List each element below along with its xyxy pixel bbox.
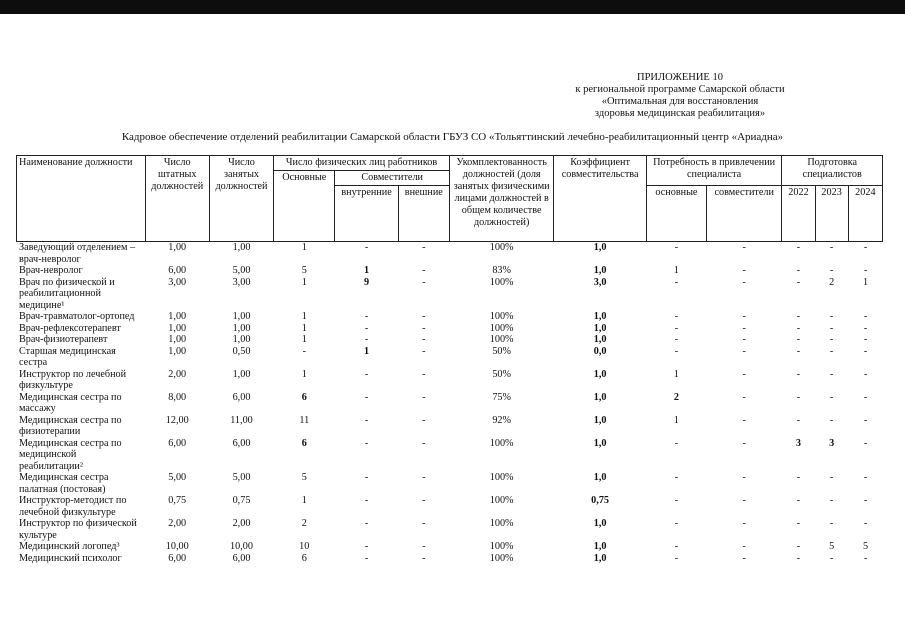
cell-occ: 11,00 bbox=[230, 414, 253, 426]
cell-occ: 10,00 bbox=[230, 541, 253, 552]
header-year-2022: 2022 bbox=[782, 186, 815, 242]
cell-y24: - bbox=[863, 437, 868, 449]
cell-coef: 1,0 bbox=[593, 322, 607, 334]
cell-nc: - bbox=[742, 276, 746, 288]
cell-staff: 10,00 bbox=[165, 541, 189, 552]
cell-y23: - bbox=[829, 518, 834, 529]
cell-int: 9 bbox=[364, 276, 370, 288]
cell-y22: - bbox=[796, 495, 801, 506]
cell-pct: 100% bbox=[489, 242, 514, 253]
cell-y22: - bbox=[796, 345, 801, 357]
header-combiners: Совместители bbox=[335, 171, 450, 186]
cell-int: - bbox=[364, 437, 369, 449]
cell-y23: 5 bbox=[829, 541, 835, 552]
cell-main: 1 bbox=[301, 276, 307, 288]
header-year-2023: 2023 bbox=[815, 186, 848, 242]
cell-staff: 2,00 bbox=[168, 518, 187, 529]
cell-staff: 12,00 bbox=[165, 414, 189, 426]
cell-pct: 100% bbox=[489, 472, 514, 483]
document-title: Кадровое обеспечение отделений реабилитации Самарской области ГБУЗ СО «Тольяттинский лечебно-реабилитационный центр «Ариадна» bbox=[121, 131, 784, 143]
cell-main: 1 bbox=[301, 242, 307, 253]
cell-name: Медицинская сестра по физиотерапии bbox=[19, 414, 122, 437]
table-row bbox=[17, 277, 883, 312]
cell-y23: - bbox=[829, 242, 834, 253]
cell-occ: 6,00 bbox=[232, 437, 251, 449]
cell-pct: 75% bbox=[492, 391, 511, 403]
header-occupied-positions: Число занятых должностей bbox=[209, 156, 273, 242]
cell-y23: - bbox=[829, 311, 834, 322]
cell-nc: - bbox=[742, 322, 746, 334]
cell-nc: - bbox=[742, 495, 746, 506]
cell-y24: - bbox=[863, 518, 868, 529]
cell-pct: 50% bbox=[492, 368, 511, 380]
table-row bbox=[17, 242, 883, 266]
table-row bbox=[17, 392, 883, 415]
cell-nm: - bbox=[674, 541, 679, 552]
cell-nc: - bbox=[742, 242, 746, 253]
cell-staff: 6,00 bbox=[168, 552, 187, 564]
cell-int: - bbox=[364, 242, 369, 253]
cell-occ: 0,50 bbox=[232, 345, 251, 357]
cell-staff: 1,00 bbox=[168, 311, 187, 322]
cell-staff: 1,00 bbox=[168, 334, 187, 345]
table-row bbox=[17, 553, 883, 565]
appendix-header bbox=[550, 72, 810, 120]
cell-y23: - bbox=[829, 495, 834, 506]
cell-staff: 5,00 bbox=[168, 472, 187, 483]
cell-y22: - bbox=[796, 311, 801, 322]
header-position-name: Наименование должности bbox=[17, 156, 146, 242]
cell-ext: - bbox=[422, 322, 426, 334]
cell-name: Медицинская сестра по массажу bbox=[19, 391, 122, 414]
cell-nc: - bbox=[742, 265, 746, 276]
header-training: Подготовка специалистов bbox=[782, 156, 883, 186]
cell-y22: - bbox=[796, 414, 801, 426]
cell-y24: - bbox=[863, 242, 868, 253]
cell-staff: 3,00 bbox=[168, 276, 187, 288]
cell-nm: 1 bbox=[673, 265, 679, 276]
table-row bbox=[17, 472, 883, 495]
cell-coef: 1,0 bbox=[593, 437, 607, 449]
cell-nc: - bbox=[742, 334, 746, 345]
cell-y24: - bbox=[863, 345, 868, 357]
cell-main: 1 bbox=[301, 495, 307, 506]
header-need: Потребность в привлечении специалиста bbox=[646, 156, 782, 186]
cell-y22: - bbox=[796, 472, 801, 483]
cell-pct: 100% bbox=[489, 541, 514, 552]
cell-nm: - bbox=[674, 437, 679, 449]
cell-occ: 1,00 bbox=[232, 322, 251, 334]
header-staff-positions: Число штатных должностей bbox=[145, 156, 209, 242]
appendix-number: ПРИЛОЖЕНИЕ 10 bbox=[637, 72, 723, 83]
cell-nc: - bbox=[742, 345, 746, 357]
cell-int: - bbox=[364, 334, 369, 345]
header-need-main: основные bbox=[646, 186, 706, 242]
cell-pct: 100% bbox=[489, 322, 514, 334]
table-row bbox=[17, 518, 883, 541]
cell-main: 1 bbox=[301, 334, 307, 345]
cell-ext: - bbox=[422, 265, 426, 276]
cell-staff: 1,00 bbox=[168, 322, 187, 334]
cell-int: - bbox=[364, 311, 369, 322]
cell-staff: 2,00 bbox=[168, 368, 187, 380]
cell-coef: 1,0 bbox=[593, 472, 607, 483]
cell-ext: - bbox=[422, 311, 426, 322]
cell-y22: - bbox=[796, 391, 801, 403]
cell-y22: 3 bbox=[795, 437, 802, 449]
table-row bbox=[17, 311, 883, 323]
cell-coef: 1,0 bbox=[593, 518, 607, 529]
cell-ext: - bbox=[422, 552, 426, 564]
appendix-line3: «Оптимальная для восстановления bbox=[601, 96, 759, 107]
appendix-line4: здоровья медицинская реабилитация» bbox=[594, 108, 766, 119]
cell-ext: - bbox=[422, 345, 426, 357]
cell-pct: 83% bbox=[492, 265, 511, 276]
cell-coef: 1,0 bbox=[593, 414, 607, 426]
cell-ext: - bbox=[422, 437, 426, 449]
cell-occ: 5,00 bbox=[232, 265, 251, 276]
cell-int: 1 bbox=[364, 265, 370, 276]
cell-y23: - bbox=[829, 552, 834, 564]
cell-pct: 100% bbox=[489, 311, 514, 322]
header-internal: внутренние bbox=[335, 186, 398, 242]
cell-int: - bbox=[364, 518, 369, 529]
cell-pct: 100% bbox=[489, 552, 514, 564]
cell-y24: - bbox=[863, 368, 868, 380]
cell-ext: - bbox=[422, 495, 426, 506]
cell-staff: 6,00 bbox=[168, 437, 187, 449]
cell-int: - bbox=[364, 322, 369, 334]
cell-ext: - bbox=[422, 472, 426, 483]
cell-y24: - bbox=[863, 552, 868, 564]
cell-name: Инструктор по лечебной физкультуре bbox=[19, 368, 127, 391]
cell-y24: - bbox=[863, 414, 868, 426]
cell-name: Медицинский логопед³ bbox=[19, 541, 120, 552]
cell-occ: 5,00 bbox=[232, 472, 251, 483]
cell-y23: - bbox=[829, 345, 834, 357]
cell-coef: 1,0 bbox=[593, 391, 607, 403]
cell-staff: 6,00 bbox=[168, 265, 187, 276]
header-staffing-level: Укомплектованность должностей (доля занятых физическими лицами должностей в общем количестве должностей) bbox=[449, 156, 553, 242]
cell-int: - bbox=[364, 368, 369, 380]
table-row bbox=[17, 495, 883, 518]
cell-main: 6 bbox=[301, 552, 307, 564]
cell-name: Медицинская сестра палатная (постовая) bbox=[19, 472, 109, 495]
table-row bbox=[17, 438, 883, 473]
cell-y22: - bbox=[796, 518, 801, 529]
cell-coef: 1,0 bbox=[593, 368, 607, 380]
cell-staff: 1,00 bbox=[168, 242, 187, 253]
cell-main: 10 bbox=[299, 541, 310, 552]
cell-int: 1 bbox=[364, 345, 370, 357]
cell-coef: 1,0 bbox=[593, 552, 607, 564]
cell-y23: - bbox=[829, 414, 834, 426]
cell-y23: - bbox=[829, 265, 834, 276]
cell-main: 6 bbox=[301, 391, 307, 403]
cell-main: 5 bbox=[301, 265, 307, 276]
cell-y22: - bbox=[796, 322, 801, 334]
cell-pct: 100% bbox=[489, 437, 514, 449]
cell-ext: - bbox=[422, 334, 426, 345]
cell-occ: 1,00 bbox=[232, 242, 251, 253]
cell-main: 5 bbox=[301, 472, 307, 483]
header-year-2024: 2024 bbox=[848, 186, 882, 242]
cell-y24: 5 bbox=[863, 541, 869, 552]
cell-y23: - bbox=[829, 472, 834, 483]
cell-main: 1 bbox=[301, 368, 307, 380]
cell-y24: - bbox=[863, 265, 868, 276]
cell-coef: 0,75 bbox=[591, 495, 609, 506]
cell-main: 1 bbox=[301, 322, 307, 334]
cell-nc: - bbox=[742, 518, 746, 529]
cell-occ: 6,00 bbox=[232, 391, 251, 403]
table-row bbox=[17, 346, 883, 369]
cell-nc: - bbox=[742, 311, 746, 322]
appendix-line2: к региональной программе Самарской области bbox=[575, 84, 785, 95]
cell-coef: 1,0 bbox=[593, 242, 607, 253]
cell-occ: 3,00 bbox=[232, 276, 251, 288]
cell-int: - bbox=[364, 414, 369, 426]
cell-coef: 1,0 bbox=[593, 334, 607, 345]
cell-nm: - bbox=[674, 518, 679, 529]
cell-pct: 92% bbox=[492, 414, 511, 426]
cell-pct: 100% bbox=[489, 276, 514, 288]
cell-nm: - bbox=[674, 322, 679, 334]
cell-y23: 3 bbox=[829, 437, 835, 449]
cell-y24: - bbox=[863, 334, 868, 345]
cell-y23: - bbox=[829, 334, 834, 345]
cell-main: 2 bbox=[301, 518, 307, 529]
cell-int: - bbox=[364, 541, 369, 552]
cell-name: Медицинская сестра по медицинской реабилитации² bbox=[19, 437, 122, 472]
cell-nc: - bbox=[742, 552, 746, 564]
header-persons: Число физических лиц работников bbox=[274, 156, 450, 171]
cell-nc: - bbox=[742, 541, 746, 552]
cell-y24: - bbox=[863, 322, 868, 334]
cell-name: Врач-рефлексотерапевт bbox=[19, 322, 121, 334]
cell-y23: - bbox=[829, 322, 834, 334]
cell-name: Старшая медицинская сестра bbox=[19, 345, 116, 368]
cell-nc: - bbox=[742, 414, 746, 426]
cell-int: - bbox=[364, 495, 369, 506]
cell-int: - bbox=[364, 472, 369, 483]
header-need-combiners: совместители bbox=[707, 186, 782, 242]
cell-nm: 1 bbox=[673, 414, 679, 426]
cell-y23: 2 bbox=[829, 276, 835, 288]
cell-nm: - bbox=[674, 552, 679, 564]
cell-y24: - bbox=[863, 311, 868, 322]
cell-nm: - bbox=[674, 495, 679, 506]
cell-ext: - bbox=[422, 276, 426, 288]
cell-main: 11 bbox=[299, 414, 310, 426]
cell-coef: 1,0 bbox=[593, 265, 607, 276]
cell-coef: 1,0 bbox=[593, 541, 607, 552]
cell-ext: - bbox=[422, 391, 426, 403]
cell-nm: - bbox=[674, 242, 679, 253]
cell-name: Врач-невролог bbox=[19, 265, 83, 276]
cell-y24: 1 bbox=[863, 276, 869, 288]
cell-name: Врач-физиотерапевт bbox=[19, 334, 108, 345]
cell-coef: 1,0 bbox=[593, 311, 607, 322]
cell-nm: - bbox=[674, 345, 679, 357]
cell-name: Инструктор по физической культуре bbox=[19, 518, 137, 541]
cell-occ: 2,00 bbox=[232, 518, 251, 529]
cell-y22: - bbox=[796, 552, 801, 564]
cell-y22: - bbox=[796, 276, 801, 288]
cell-y23: - bbox=[829, 368, 834, 380]
cell-ext: - bbox=[422, 518, 426, 529]
table-row bbox=[17, 265, 883, 277]
cell-occ: 1,00 bbox=[232, 334, 251, 345]
cell-staff: 0,75 bbox=[168, 495, 187, 506]
cell-y22: - bbox=[796, 368, 801, 380]
cell-occ: 1,00 bbox=[232, 368, 251, 380]
cell-ext: - bbox=[422, 414, 426, 426]
cell-nm: 1 bbox=[673, 368, 679, 380]
cell-nm: - bbox=[674, 472, 679, 483]
cell-ext: - bbox=[422, 368, 426, 380]
cell-staff: 8,00 bbox=[168, 391, 187, 403]
table-row bbox=[17, 369, 883, 392]
cell-occ: 0,75 bbox=[232, 495, 251, 506]
cell-occ: 1,00 bbox=[232, 311, 251, 322]
cell-ext: - bbox=[422, 541, 426, 552]
cell-pct: 100% bbox=[489, 518, 514, 529]
cell-y24: - bbox=[863, 391, 868, 403]
cell-name: Врач по физической и реабилитационной медицине¹ bbox=[19, 276, 115, 311]
scan-top-border bbox=[0, 0, 905, 14]
cell-nm: - bbox=[674, 276, 679, 288]
cell-name: Инструктор-методист по лечебной физкультуре bbox=[19, 495, 127, 518]
header-external: внешние bbox=[398, 186, 449, 242]
cell-name: Врач-травматолог-ортопед bbox=[19, 311, 135, 322]
cell-nc: - bbox=[742, 368, 746, 380]
cell-nc: - bbox=[742, 437, 746, 449]
header-coefficient: Коэффициент совместительства bbox=[554, 156, 646, 242]
cell-occ: 6,00 bbox=[232, 552, 251, 564]
cell-pct: 100% bbox=[489, 495, 514, 506]
cell-coef: 3,0 bbox=[593, 276, 607, 288]
cell-staff: 1,00 bbox=[168, 345, 187, 357]
cell-int: - bbox=[364, 552, 369, 564]
cell-coef: 0,0 bbox=[593, 345, 607, 357]
cell-name: Заведующий отделением – врач-невролог bbox=[19, 242, 136, 265]
table-row bbox=[17, 323, 883, 335]
cell-nm: 2 bbox=[673, 391, 679, 403]
cell-y22: - bbox=[796, 334, 801, 345]
cell-int: - bbox=[364, 391, 369, 403]
cell-y22: - bbox=[796, 242, 801, 253]
table-row bbox=[17, 541, 883, 553]
table-row bbox=[17, 334, 883, 346]
cell-y24: - bbox=[863, 472, 868, 483]
cell-nc: - bbox=[742, 391, 746, 403]
cell-nc: - bbox=[742, 472, 746, 483]
cell-pct: 50% bbox=[492, 345, 511, 357]
cell-main: 6 bbox=[301, 437, 307, 449]
cell-y22: - bbox=[796, 541, 801, 552]
cell-nm: - bbox=[674, 311, 679, 322]
cell-name: Медицинский психолог bbox=[19, 552, 122, 564]
cell-main: 1 bbox=[301, 311, 307, 322]
cell-y24: - bbox=[863, 495, 868, 506]
header-main: Основные bbox=[274, 171, 335, 242]
staffing-table bbox=[16, 155, 883, 564]
cell-main: - bbox=[302, 345, 306, 357]
cell-pct: 100% bbox=[489, 334, 514, 345]
cell-y23: - bbox=[829, 391, 834, 403]
cell-nm: - bbox=[674, 334, 679, 345]
cell-ext: - bbox=[422, 242, 426, 253]
cell-y22: - bbox=[796, 265, 801, 276]
table-row bbox=[17, 415, 883, 438]
